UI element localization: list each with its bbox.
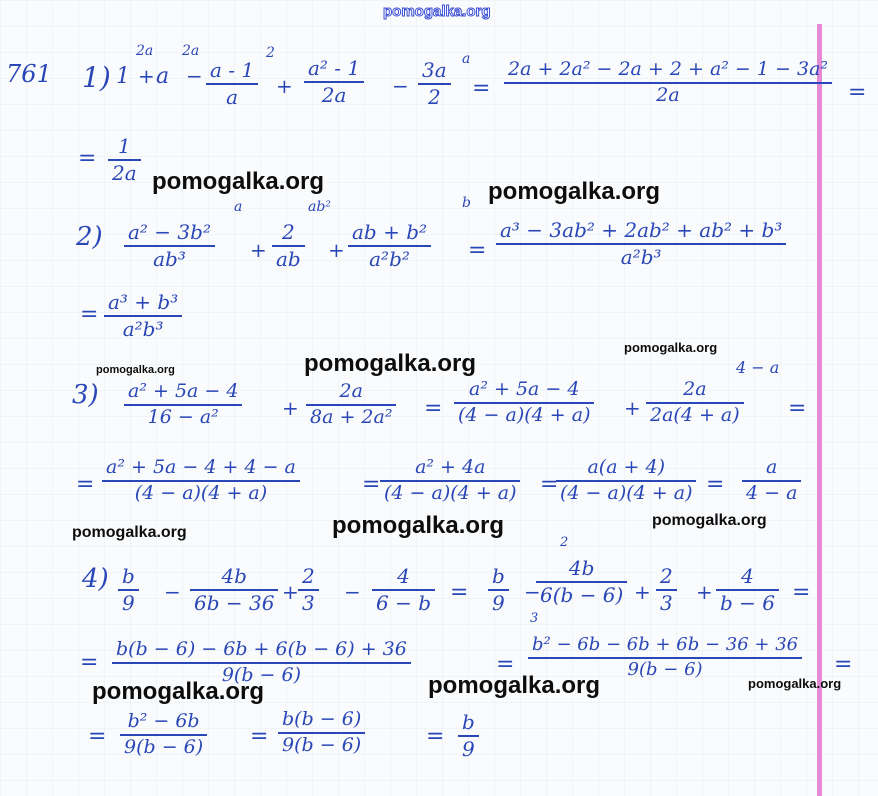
item-3-operator: = [788,396,807,421]
watermark: pomogalka.org [332,512,505,539]
item-4-operator: + [282,580,299,604]
watermark: pomogalka.org [304,350,477,377]
numerator: b² − 6b [127,710,200,732]
item-3-factor: 4 − a [736,358,780,377]
numerator: 4 [741,564,754,588]
numerator: a² + 5a − 4 [128,380,239,402]
item-4-fraction [118,566,139,614]
item-2-factor: a [234,199,243,215]
item-1-operator: = [848,80,867,105]
item-1-term: a [156,64,170,89]
item-4-operator: = [834,652,853,677]
denominator: 9(b − 6) [124,735,204,758]
item-3-fraction [556,458,696,504]
denominator: b − 6 [720,591,775,615]
item-4-operator: = [88,724,107,749]
denominator: a²b³ [122,317,164,341]
item-1-operator: = [78,146,97,171]
denominator: 3 [302,591,315,615]
numerator: a² − 3b² [128,220,211,244]
numerator: a(a + 4) [587,456,666,478]
item-4-cancel-mark: 3 [530,611,539,626]
item-4-operator: − [164,580,181,604]
denominator: 8a + 2a² [310,405,393,428]
item-4-operator: = [250,724,269,749]
item-1-operator: + [276,74,293,98]
item-1-fraction [418,60,451,108]
denominator: 6(b − 6) [540,583,624,607]
denominator: 2 [427,85,441,109]
item-4-fraction [488,566,509,614]
item-4-operator: = [792,580,811,605]
denominator: 2a [656,83,680,106]
item-1-factor: a [462,51,471,67]
item-4-operator: − [524,580,541,604]
item-3-label: 3) [72,380,99,410]
item-2-operator: + [250,238,267,262]
denominator: 9(b − 6) [627,658,703,680]
item-4-operator: = [80,650,99,675]
item-4-operator: + [696,580,713,604]
item-2-fraction [272,222,305,270]
numerator: b [462,710,475,734]
item-2-operator: = [80,302,99,327]
denominator: a²b³ [620,245,662,269]
item-2-factor: b [462,195,471,211]
denominator: ab [276,247,301,271]
item-2-factor: ab² [308,199,331,215]
item-4-fraction [372,566,435,614]
item-2-fraction [348,222,431,270]
item-3-result [742,458,801,504]
item-1-operator: = [472,76,491,101]
denominator: 9 [492,591,505,615]
item-1-fraction [504,60,832,106]
watermark: pomogalka.org [624,340,718,355]
denominator: a [226,85,239,109]
denominator: (4 − a)(4 + a) [560,481,693,504]
numerator: a³ − 3ab² + 2ab² + ab² + b³ [500,218,783,242]
item-4-fraction [656,566,677,614]
numerator: 2 [660,564,673,588]
item-4-fraction [278,710,365,756]
item-4-result [458,712,479,760]
numerator: a² - 1 [308,56,361,80]
item-3-fraction [454,380,594,426]
numerator: 4 [397,564,410,588]
item-4-fraction [536,558,627,606]
item-3-operator: = [362,472,381,497]
watermark: pomogalka.org [96,364,175,376]
numerator: a - 1 [210,58,255,82]
item-1-fraction [206,60,258,108]
item-3-operator: = [76,472,95,497]
denominator: 2a [112,161,137,185]
item-1-result [108,136,141,184]
numerator: ab + b² [352,220,428,244]
item-2-operator: + [328,238,345,262]
item-1-factor: 2a [182,43,200,59]
denominator: 16 − a² [147,405,219,428]
denominator: 9 [462,737,475,761]
denominator: 6b − 36 [194,591,275,615]
numerator: 2 [282,220,295,244]
numerator: b(b − 6) [282,708,362,730]
item-3-fraction [102,458,300,504]
numerator: 2 [302,564,315,588]
numerator: 2a [683,378,707,400]
watermark: pomogalka.org [748,676,842,691]
item-3-operator: + [282,396,299,420]
item-4-fraction [120,712,207,758]
numerator: a² + 5a − 4 + 4 − a [106,456,296,478]
item-1-operator: + [138,64,155,88]
item-1-fraction [304,58,364,106]
item-2-fraction [496,220,786,268]
numerator: b [492,564,505,588]
item-3-fraction [124,382,242,428]
numerator: a² + 5a − 4 [469,378,580,400]
denominator: (4 − a)(4 + a) [458,403,591,426]
item-1-factor: 2 [266,45,275,61]
item-3-operator: + [624,396,641,420]
numerator: b [122,564,135,588]
item-2-result [104,292,182,340]
item-4-fraction [190,566,278,614]
numerator: 4b [568,556,595,580]
denominator: 6 − b [376,591,431,615]
denominator: 9 [122,591,135,615]
denominator: 2a [321,83,347,107]
item-3-fraction [306,382,396,428]
watermark: pomogalka.org [152,168,325,195]
watermark: pomogalka.org [72,524,187,541]
item-2-fraction [124,222,215,270]
denominator: 4 − a [746,481,798,504]
item-4-operator: = [496,652,515,677]
item-4-fraction [716,566,779,614]
watermark: pomogalka.org [92,678,265,705]
item-1-term: 1 [116,64,130,89]
item-3-operator: = [424,396,443,421]
item-3-fraction [380,458,520,504]
item-4-operator: = [426,724,445,749]
item-2-operator: = [468,238,487,263]
numerator: 2a + 2a² − 2a + 2 + a² − 1 − 3a² [508,58,829,80]
denominator: 2a(4 + a) [650,403,740,426]
item-4-operator: + [634,580,651,604]
item-1-label: 1) [82,61,111,94]
numerator: 4b [221,564,247,588]
numerator: b² − 6b − 6b + 6b − 36 + 36 [532,634,799,655]
item-4-fraction [298,566,319,614]
item-1-operator: − [186,64,203,88]
numerator: a [766,456,778,478]
item-3-fraction [646,380,744,426]
item-2-label: 2) [76,222,103,252]
denominator: 3 [660,591,673,615]
item-1-operator: − [392,74,409,98]
item-4-label: 4) [82,564,109,594]
denominator: a²b² [369,247,410,271]
numerator: a² + 4a [415,456,486,478]
item-4-operator: − [344,580,361,604]
numerator: 1 [117,134,131,158]
denominator: 9(b − 6) [282,733,362,756]
item-4-operator: = [450,580,469,605]
item-4-cancel-mark: 2 [560,535,569,550]
item-1-factor: 2a [136,43,154,59]
header-watermark: pomogalka.org [383,3,491,20]
numerator: a³ + b³ [108,290,179,314]
numerator: 3a [422,58,447,82]
watermark: pomogalka.org [488,178,661,205]
watermark: pomogalka.org [652,512,767,529]
item-3-operator: = [540,472,559,497]
watermark: pomogalka.org [428,672,601,699]
denominator: ab³ [153,247,186,271]
problem-number: 761 [6,60,52,88]
numerator: 2a [339,380,363,402]
denominator: (4 − a)(4 + a) [384,481,517,504]
item-3-operator: = [706,472,725,497]
denominator: 9(b − 6) [221,663,301,686]
denominator: (4 − a)(4 + a) [134,481,268,504]
numerator: b(b − 6) − 6b + 6(b − 6) + 36 [116,638,407,660]
